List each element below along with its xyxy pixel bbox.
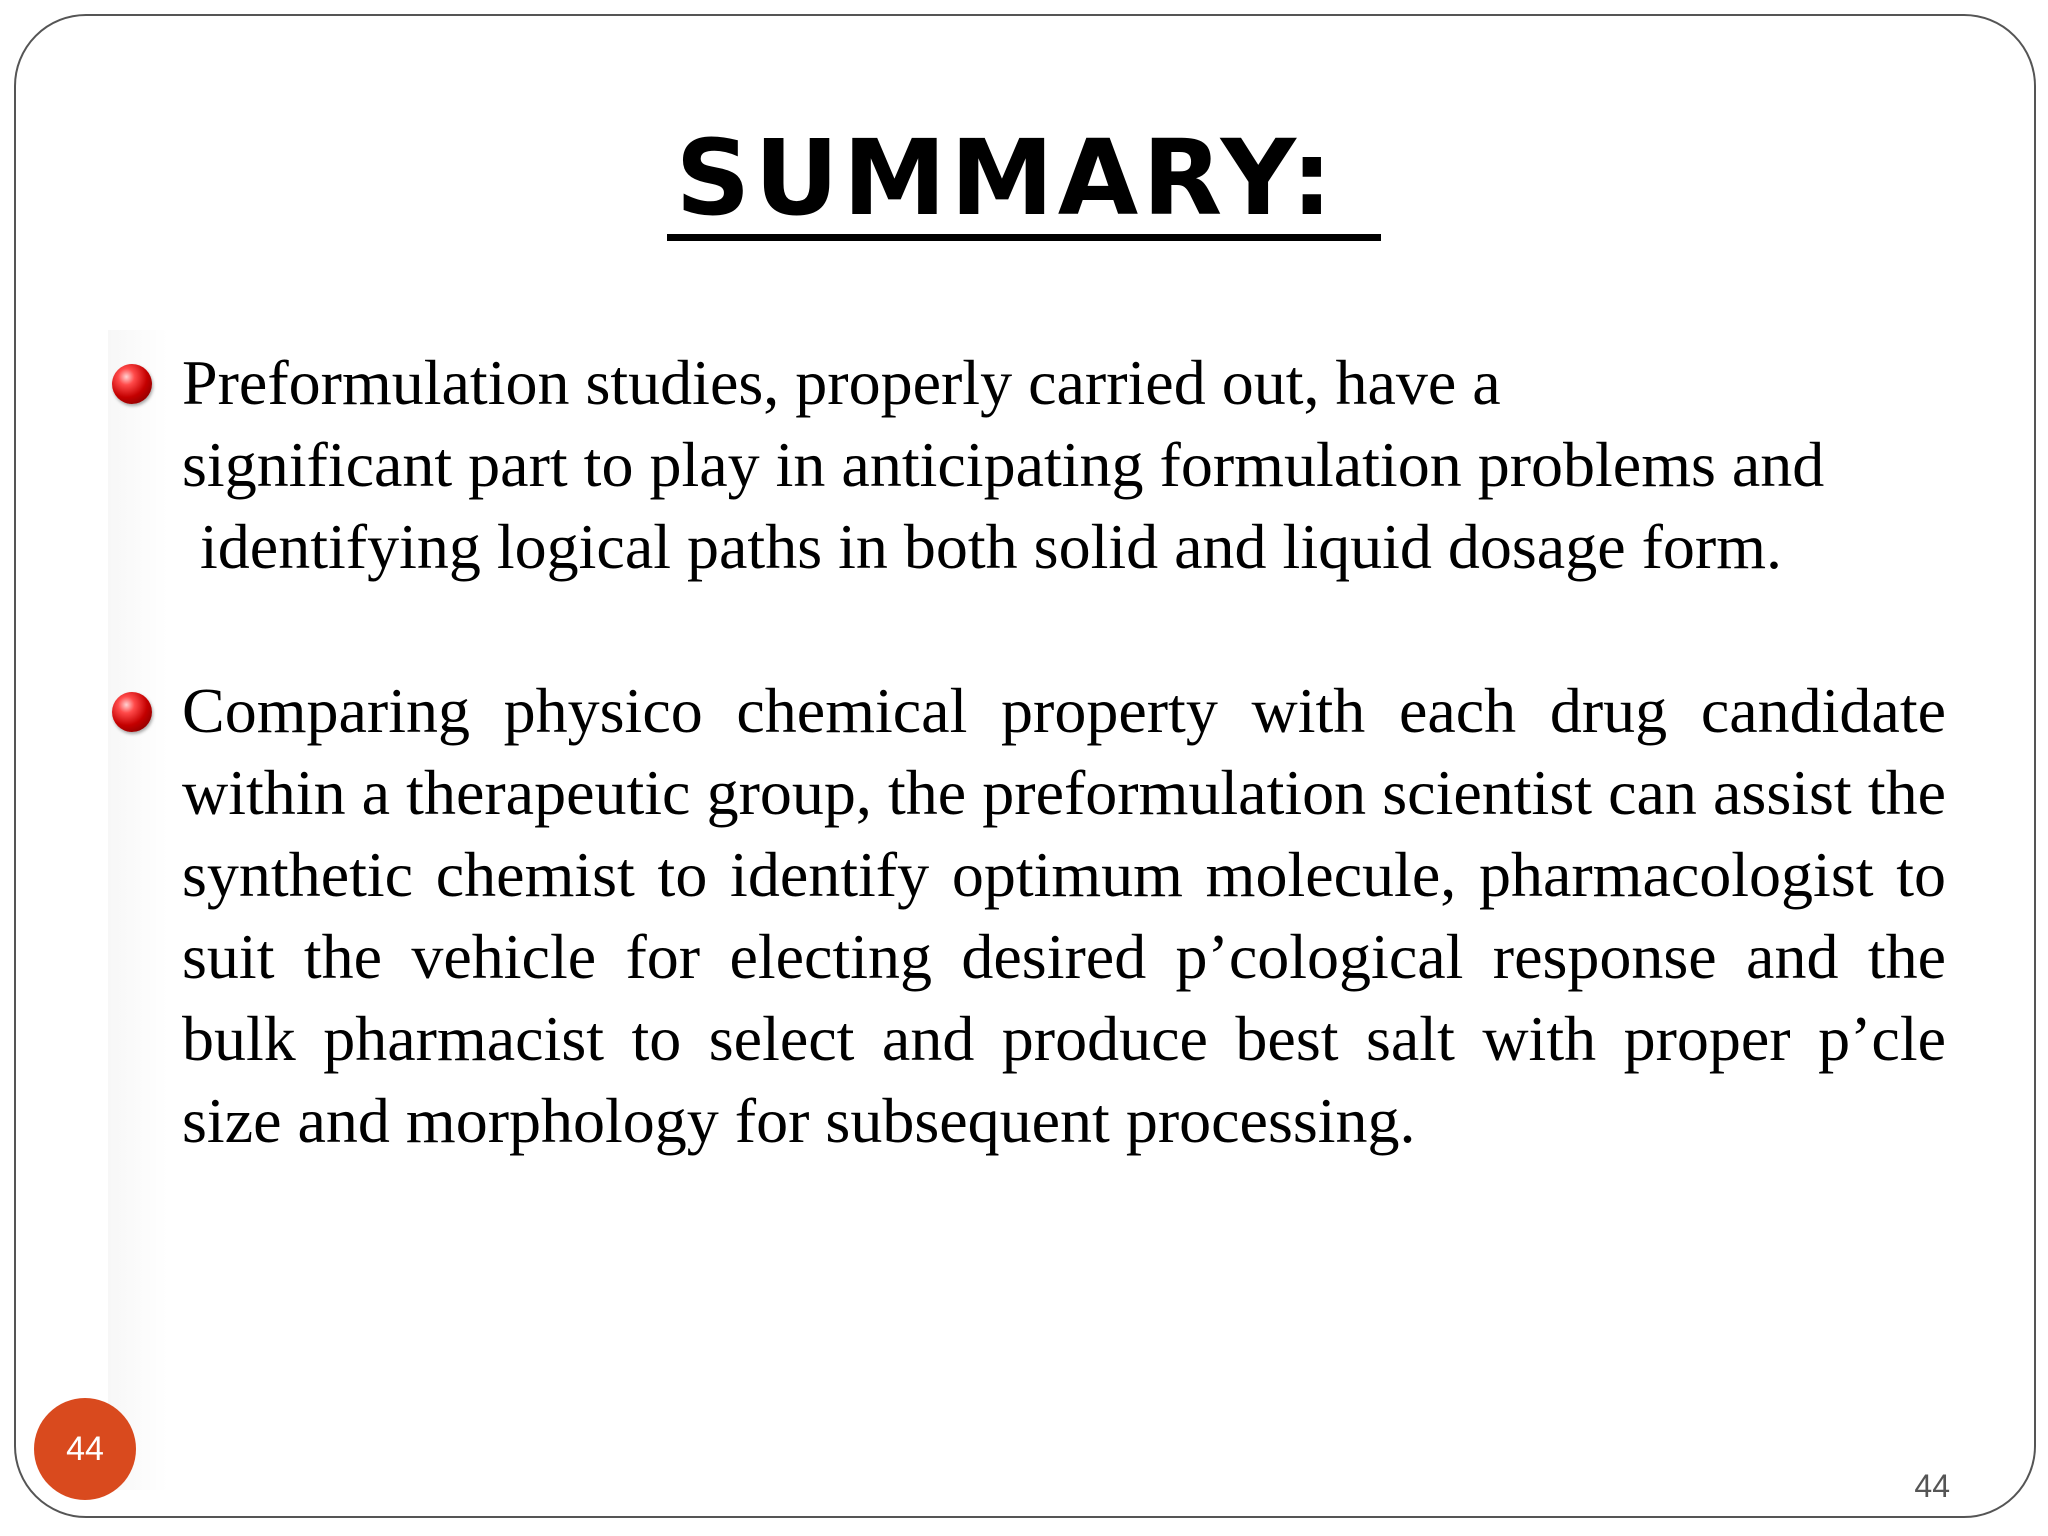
bullet-icon — [112, 692, 152, 732]
page-number: 44 — [1914, 1468, 1950, 1504]
bullet-1-line-3: identifying logical paths in both solid and liquid dosage form. — [200, 511, 1782, 582]
bullet-icon — [112, 364, 152, 404]
slide-title — [0, 118, 2048, 241]
bullet-item-2 — [182, 670, 1946, 1162]
bullet-1-line-2: significant part to play in anticipating formulation problems and — [182, 429, 1825, 500]
bullet-item-1 — [182, 342, 1946, 588]
bullet-2-text: Comparing physico chemical property with each drug candidate within a therapeutic group, the preformulation scientist can assist the synthetic chemist to identify optimum molecule, pharmacologist to suit the vehicle for electing desired p’cological response and the bulk pharmacist to select and produce best salt with proper p’cle size and morphology for subsequent processing. — [182, 675, 1946, 1156]
page-badge: 44 — [34, 1398, 136, 1500]
slide-title-text: SUMMARY: — [667, 122, 1380, 241]
bullet-1-line-1: Preformulation studies, properly carried out, have a — [182, 347, 1501, 418]
left-shade — [108, 330, 168, 1490]
